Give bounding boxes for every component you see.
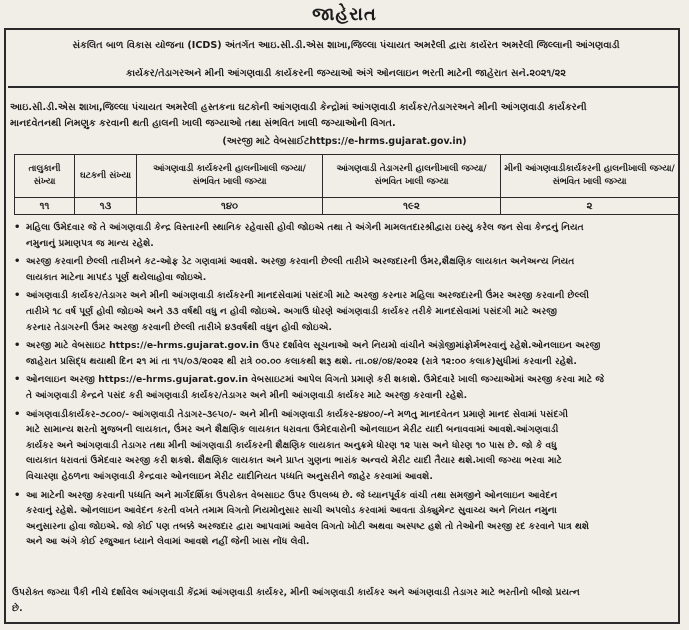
bullet-icon: • bbox=[14, 408, 21, 420]
list-item-line: અરજી કરવાની છેલ્લી તારીખને કટ-ઓફ ડેટ ગણવામાં આવશે. અરજી કરવાની છેલ્લી તારીખે અરજદારની ઉંમર,શૈક્ષણિક લાયકાત અનેઅન્ય નિયત bbox=[26, 256, 575, 268]
list-item-line: નમુનાનું પ્રમાણપત્ર જ માન્ય રહેશે. bbox=[26, 237, 154, 249]
list-item-line: અરજી માટે વેબસાઇટ https://e-hrms.gujarat.gov.in ઉપર દર્શાવેલ સૂચનાઓ અને નિયમો વાંચીને અંગ્રેજીમાંફોર્મભરવાનું રહેશે.ઓનલાઇન અરજી bbox=[26, 340, 601, 352]
bullet-icon: • bbox=[14, 256, 21, 268]
notice-title: જાહેરાત bbox=[312, 4, 377, 25]
list-item bbox=[12, 220, 676, 251]
list-item bbox=[12, 372, 676, 403]
list-item-line: જાહેરાત પ્રસિદ્ધ થયાથી દિન ૨૧ માં તા ૧૫/૦૩/૨૦૨૨ થી રાત્રે ૦૦.૦૦ કલાકથી શરૂ થશે. તા.૦૪/૦૪/૨૦૨૨ (રાત્રે ૧૨:૦૦ કલાક)સુધીમાં કરવાની રહેશે. bbox=[26, 355, 577, 367]
table-header-row bbox=[15, 155, 679, 198]
taluka-count-value: ૧૧ bbox=[15, 198, 75, 215]
apply-website-note: (અરજી માટે વેબસાઈટhttps://e-hrms.gujarat.gov.in) bbox=[222, 136, 467, 147]
header-taluka-count: તાલુકાની સંખ્યા bbox=[15, 155, 75, 198]
helper-vacancy-value: ૧૯૨ bbox=[323, 198, 501, 215]
bullet-icon: • bbox=[14, 374, 21, 386]
worker-vacancy-value: ૧૪૦ bbox=[137, 198, 323, 215]
header-helper-vacancy: આંગણવાડી તેડાગરની હાલનીખાલી જગ્યા/ સંભવિત ખાલી જગ્યા bbox=[323, 155, 501, 198]
header-mini-worker-vacancy: મીની આંગણવાડીકાર્યકરની હાલનીખાલી જગ્યા/ સંભવિત ખાલી જગ્યા bbox=[501, 155, 679, 198]
intro-line-1: આઇ.સી.ડી.એસ શાખા,જિલ્લા પંચાયત અમરેલી હસ્તકના ઘટકોની આંગણવાડી કેન્દ્રોમાં આંગણવાડી કાર્યકર/તેડાગરઅને મીની આંગણવાડી કાર્યકરની bbox=[10, 102, 587, 113]
list-item-line: લાયકાત માટેના માપદંડ પૂર્ણ થયેલાહોવા જોઇએ. bbox=[26, 271, 207, 283]
list-item bbox=[12, 488, 676, 550]
bullet-icon: • bbox=[14, 222, 21, 233]
bullet-icon: • bbox=[14, 489, 21, 501]
bullet-icon: • bbox=[14, 340, 21, 352]
list-item-line: તે આંગણવાડી કેન્દ્રને પસંદ કરી આંગણવાડી કાર્યકર/તેડાગર અને મીની આંગણવાડી કાર્યકર માટે અરજી કરવાની રહેશે. bbox=[26, 389, 468, 401]
list-item-line: આ માટેની અરજી કરવાની પધ્ધતિ અને માર્ગદર્શિકા ઉપરોક્ત વેબસાઇટ ઉપર ઉપલબ્ધ છે. જે ધ્યાનપૂર્વક વાંચી તથા સમજીને ઓનલાઇન આવેદન bbox=[26, 489, 558, 501]
list-item-line: કાર્યકર અને આંગણવાડી તેડાગર તથા મીની આંગણવાડી કાર્યકરની શૈક્ષણિક લાયકાત અનુક્રમે ધોરણ ૧૨ પાસ અને ધોરણ ૧૦ પાસ છે. જો કે વધુ bbox=[26, 439, 557, 451]
header-line-1: સંકલિત બાળ વિકાસ યોજના (ICDS) અંતર્ગત આઇ.સી.ડી.એસ શાખા,જિલ્લા પંચાયત અમરેલી દ્વારા કાર્યરત અમરેલી જિલ્લાની આંગણવાડી bbox=[72, 40, 620, 51]
list-item-line: અને આ અંગે કોઈ રજુઆત ધ્યાને લેવામાં આવશે નહીં જેની ખાસ નોંધ લેવી. bbox=[26, 536, 310, 548]
table-row bbox=[15, 198, 679, 215]
vacancy-table bbox=[14, 154, 679, 215]
list-item-line: તારીખે ૧૮ વર્ષ પૂર્ણ હોવી જોઇએ અને ૩૩ વર્ષથી વધુ ન હોવી જોઇએ. અગાઉ ધોરણે આંગણવાડી કાર્યકર તરીકે માનદસેવામાં પસંદગી માટે અરજી bbox=[26, 305, 558, 317]
intro-paragraph bbox=[10, 100, 675, 132]
list-item bbox=[12, 407, 676, 485]
list-item-line: આંગણવાડીકાર્યકર-૭૮૦૦/- આંગણવાડી તેડાગર-૩૯૫૦/- અને મીની આંગણવાડી કાર્યકર-૪૪૦૦/-ને મળતુ માનદવેતન પ્રમાણે માનદ સેવામાં પસંદગી bbox=[26, 408, 568, 420]
intro-line-2: માનદવેતનથી નિમણુક કરવાની થતી હાલની ખાલી જગ્યાઓ તથા સંભવિત ખાલી જગ્યાઓની વિગત. bbox=[10, 118, 396, 129]
header-line-2: કાર્યકર/તેડાગરઅને મીની આંગણવાડી કાર્યકરની જગ્યાઓ અંગે ઓનલાઇન ભરતી માટેની જાહેરાત સને.૨૦૨૧/૨૨ bbox=[126, 68, 566, 79]
footer-line-1: ઉપરોક્ત જગ્યા પૈકી નીચે દર્શાવેલ આંગણવાડી કેંદ્રમાં આંગણવાડી કાર્યકર, મીની આંગણવાડી કાર્યકર અને આંગણવાડી તેડાગર માટે ભરતીનો બીજો પ્રયત્ન bbox=[12, 587, 580, 598]
list-item-line: આંગણવાડી કાર્યકર/તેડાગર અને મીની આંગણવાડી કાર્યકરની માનદસેવામાં પસંદગી માટે અરજી કરનાર મહિલા અરજદારની ઉંમર અરજી કરવાની છેલ્લી bbox=[26, 290, 590, 302]
list-item bbox=[12, 288, 676, 335]
list-item bbox=[12, 338, 676, 369]
list-item-line: કરવાનું રહેશે. ઓનલાઇન આવેદન કરતી વખતે તમામ વિગતો નિયમોનુસાર સાચી અપલોડ કરવામાં આવતા ડોક્યુમેન્ટ સુવાચ્ય અને નિયત નમુના bbox=[26, 505, 557, 517]
list-item bbox=[12, 254, 676, 285]
list-item-line: કરનાર તેડાગરની ઉંમર અરજી કરવાની છેલ્લી તારીખે ૪૩વર્ષથી વધુન હોવી જોઇએ. bbox=[26, 321, 333, 333]
footer-line-2: છે. bbox=[12, 602, 23, 614]
list-item-line: ઓનલાઇન અરજી https://e-hrms.gujarat.gov.in વેબસાઇટમાં આપેલ વિગતો પ્રમાણે કરી શકાશે. ઉમેદવારે ખાલી જગ્યાઓમાં અરજી કરવા માટે જે bbox=[26, 374, 605, 386]
header-section bbox=[8, 28, 678, 88]
instructions-list bbox=[12, 220, 676, 553]
list-item-line: લાયકાત ધરાવતાં ઉમેદવાર અરજી કરી શકશે. શૈક્ષણિક લાયકાત અને પ્રાપ્ત ગુણના ભારાંક અન્વયે મેરીટ યાદી તૈયાર થશે.ખાલી જગ્યા ભરવા માટે bbox=[26, 455, 562, 467]
list-item-line: મહિલા ઉમેદવાર જે તે આંગણવાડી કેન્દ્ર વિસ્તારની સ્થાનિક રહેવાસી હોવી જોઇએ તથા તે અંગેની મામલતદારશ્રીદ્વારા ઇસ્યુ કરેલ જન સેવા કેન્દ્રનું નિયત bbox=[26, 222, 584, 233]
mini-worker-vacancy-value: ૨ bbox=[501, 198, 679, 215]
list-item-line: વિચારણા હેઠળના આંગણવાડી કેન્દ્રવાર ઓનલાઇન મેરીટ યાદીનિયત પધ્ધતિ અનુસરીને જાહેર કરવામાં આવશે. bbox=[26, 470, 433, 482]
footer-paragraph bbox=[12, 585, 676, 616]
header-worker-vacancy: આંગણવાડી કાર્યકરની હાલનીખાલી જગ્યા/ સંભવિત ખાલી જગ્યા bbox=[137, 155, 323, 198]
list-item-line: અનુસારના હોવા જોઇએ. જો કોઈ પણ તબક્કે અરજદાર દ્વારા આપવામાં આવેલ વિગતો ખોટી અથવા અસ્પષ્ટ હશે તો તેઓની અરજી રદ કરવાને પાત્ર થશે bbox=[26, 520, 590, 532]
ghatak-count-value: ૧૩ bbox=[75, 198, 137, 215]
header-ghatak-count: ઘટકની સંખ્યા bbox=[75, 155, 137, 198]
bullet-icon: • bbox=[14, 290, 21, 302]
list-item-line: માટે સામાન્ય શરતો મુજબની લાયકાત, ઉંમર અને શૈક્ષણિક લાયકાત ધરાવતા ઉમેદવારોની ઓનલાઇન મેરીટ યાદી બનાવવામાં આવશે.આંગણવાડી bbox=[26, 424, 559, 436]
